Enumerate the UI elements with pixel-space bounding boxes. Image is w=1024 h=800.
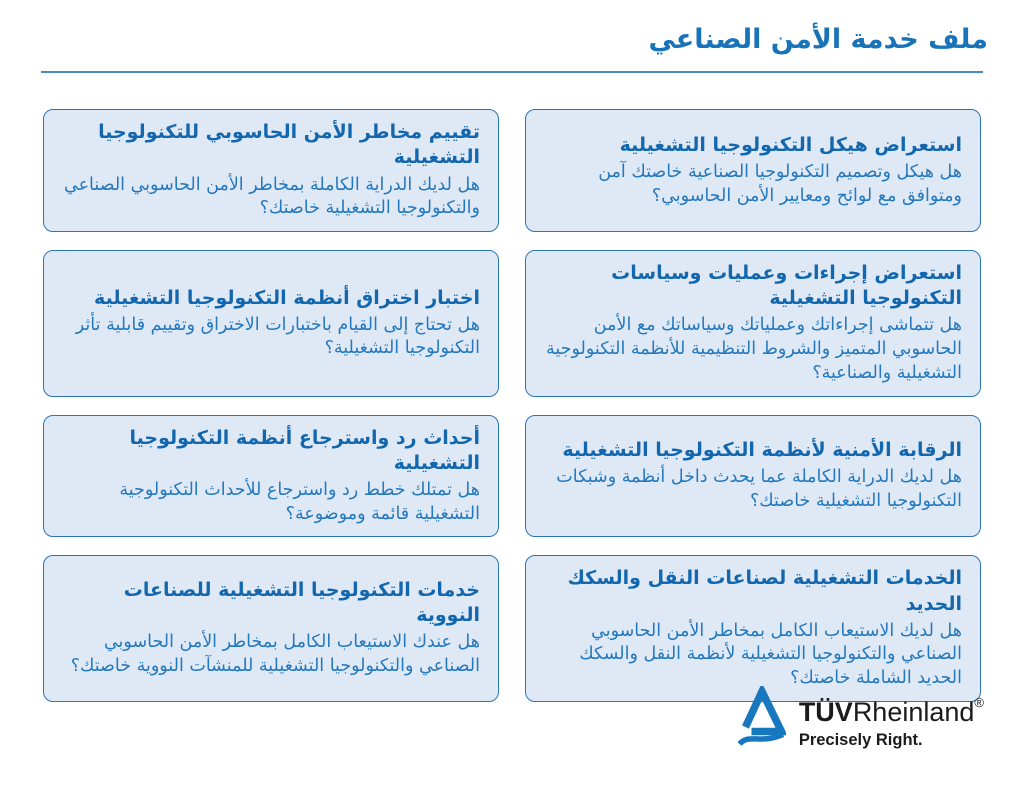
card-ot-cybersecurity-risk-assessment — [43, 109, 499, 232]
card-ot-penetration-testing — [43, 250, 499, 397]
registered-trademark-symbol: ® — [974, 695, 984, 710]
cards-grid — [43, 109, 981, 702]
logo-text-block — [798, 695, 984, 749]
brand-tuv: TÜV — [798, 697, 853, 727]
card-body: هل هيكل وتصميم التكنولوجيا الصناعية خاصتك آمن ومتوافق مع لوائح ومعايير الأمن الحاسوبي؟ — [598, 162, 962, 206]
title-divider — [41, 71, 983, 73]
card-body: هل لديك الدراية الكاملة بمخاطر الأمن الحاسوبي الصناعي والتكنولوجيا التشغيلية خاصتك؟ — [64, 174, 480, 219]
tuv-triangle-icon — [738, 686, 786, 756]
card-heading: استعراض هيكل التكنولوجيا التشغيلية — [619, 133, 962, 156]
card-body: هل تتماشى إجراءاتك وعملياتك وسياساتك مع الأمن الحاسوبي المتميز والشروط التنظيمية للأنظمة التكنولوجية التشغيلية والصناعية؟ — [546, 315, 962, 383]
card-ot-security-monitoring — [525, 415, 981, 538]
card-body: هل عندك الاستيعاب الكامل بمخاطر الأمن الحاسوبي الصناعي والتكنولوجيا التشغيلية للمنشآت النووية خاصتك؟ — [70, 632, 480, 677]
card-heading: الرقابة الأمنية لأنظمة التكنولوجيا التشغيلية — [562, 439, 962, 462]
page-title: ملف خدمة الأمن الصناعي — [648, 24, 988, 55]
card-ot-services-nuclear-industries — [43, 555, 499, 702]
card-body: هل تمتلك خطط رد واسترجاع للأحداث التكنولوجية التشغيلية قائمة وموضوعة؟ — [119, 479, 480, 524]
tuv-rheinland-logo — [738, 686, 984, 756]
card-heading: اختبار اختراق أنظمة التكنولوجيا التشغيلية — [94, 286, 480, 309]
card-ot-incident-response-recovery — [43, 415, 499, 538]
brand-wordmark — [798, 695, 984, 727]
card-heading: استعراض إجراءات وعمليات وسياسات التكنولوجيا التشغيلية — [611, 262, 962, 310]
card-heading: تقييم مخاطر الأمن الحاسوبي للتكنولوجيا التشغيلية — [98, 121, 480, 169]
header — [0, 0, 1024, 56]
card-heading: خدمات التكنولوجيا التشغيلية للصناعات النووية — [123, 579, 480, 627]
card-heading: الخدمات التشغيلية لصناعات النقل والسكك الحديد — [567, 567, 962, 615]
card-ot-policies-processes-review — [525, 250, 981, 397]
card-body: هل تحتاج إلى القيام باختبارات الاختراق وتقييم قابلية تأثر التكنولوجيا التشغيلية؟ — [75, 314, 480, 359]
card-body: هل لديك الدراية الكاملة عما يحدث داخل أنظمة وشبكات التكنولوجيا التشغيلية خاصتك؟ — [556, 467, 962, 512]
brand-tagline: Precisely Right. — [798, 731, 923, 749]
card-ot-architecture-review — [525, 109, 981, 232]
brand-rheinland: Rheinland — [852, 697, 975, 727]
card-ot-services-rail-transport — [525, 555, 981, 702]
card-body: هل لديك الاستيعاب الكامل بمخاطر الأمن الحاسوبي الصناعي والتكنولوجيا التشغيلية لأنظمة النقل والسكك الحديد الشاملة خاصتك؟ — [579, 620, 962, 689]
card-heading: أحداث رد واسترجاع أنظمة التكنولوجيا التشغيلية — [129, 426, 480, 474]
